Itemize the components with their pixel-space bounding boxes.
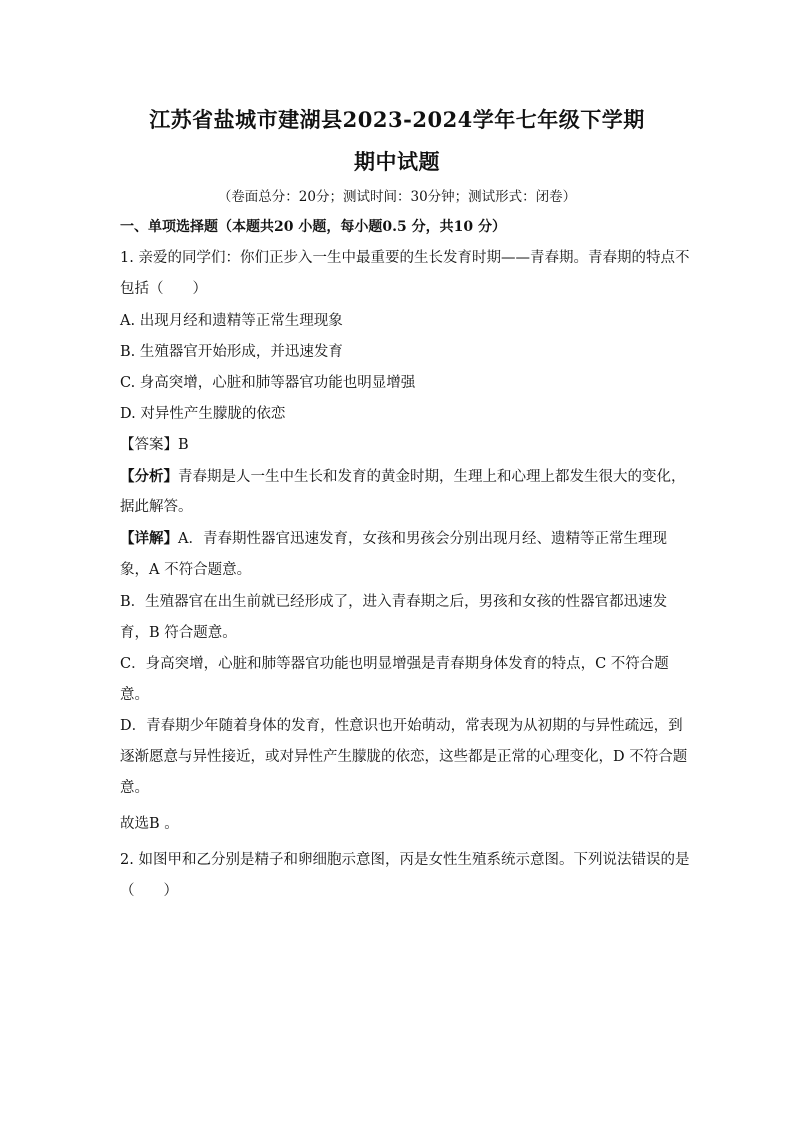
- detail-a-text-cont: 象，A 不符合题意。: [120, 562, 252, 578]
- analysis-tag: 【分析】: [120, 468, 178, 485]
- detail-b-text-cont: 育，B 符合题意。: [120, 625, 237, 641]
- analysis-text-cont: 据此解答。: [120, 499, 193, 515]
- question-2-stem: 2. 如图甲和乙分别是精子和卵细胞示意图，丙是女性生殖系统示意图。下列说法错误的是: [120, 852, 690, 868]
- exam-meta: （卷面总分：20分；测试时间：30分钟；测试形式：闭卷）: [217, 189, 577, 205]
- document-subtitle: 期中试题: [354, 149, 440, 174]
- option-b: B. 生殖器官开始形成，并迅速发育: [120, 344, 343, 360]
- detail-b-text: B．生殖器官在出生前就已经形成了，进入青春期之后，男孩和女孩的性器官都迅速发: [120, 594, 668, 610]
- detail-d-text-end: 意。: [120, 780, 149, 796]
- detail-c-text-cont: 意。: [120, 687, 149, 703]
- question-2-stem-cont: （ ）: [120, 883, 178, 899]
- option-d: D. 对异性产生朦胧的依恋: [120, 406, 286, 422]
- detail-a-text: A．青春期性器官迅速发育，女孩和男孩会分别出现月经、遗精等正常生理现: [178, 531, 667, 547]
- answer-line: [120, 435, 189, 455]
- analysis-text: 青春期是人一生中生长和发育的黄金时期，生理上和心理上都发生很大的变化，: [178, 469, 686, 485]
- detail-d-text: D．青春期少年随着身体的发育，性意识也开始萌动，常表现为从初期的与异性疏远，到: [120, 718, 683, 734]
- detail-d-text-cont: 逐渐愿意与异性接近，或对异性产生朦胧的依恋，这些都是正常的心理变化，D 不符合题: [120, 749, 688, 765]
- option-a: A. 出现月经和遗精等正常生理现象: [120, 313, 343, 329]
- detail-c-text: C．身高突增，心脏和肺等器官功能也明显增强是青春期身体发育的特点，C 不符合题: [120, 656, 669, 672]
- detail-tag: 【详解】: [120, 530, 178, 547]
- question-1-stem-cont: 包括（ ）: [120, 281, 207, 297]
- conclusion: 故选B 。: [120, 816, 179, 832]
- answer-tag: 【答案】: [120, 437, 178, 453]
- document-title: 江苏省盐城市建湖县2023-2024学年七年级下学期: [149, 107, 645, 132]
- section-heading: 一、单项选择题（本题共20 小题，每小题0.5 分，共10 分）: [120, 219, 506, 235]
- analysis-line: [120, 467, 686, 487]
- question-1-stem: 1. 亲爱的同学们：你们正步入一生中最重要的生长发育时期——青春期。青春期的特点不: [120, 250, 690, 266]
- answer-value: B: [178, 437, 189, 453]
- detail-line: [120, 529, 667, 549]
- option-c: C. 身高突增，心脏和肺等器官功能也明显增强: [120, 375, 416, 391]
